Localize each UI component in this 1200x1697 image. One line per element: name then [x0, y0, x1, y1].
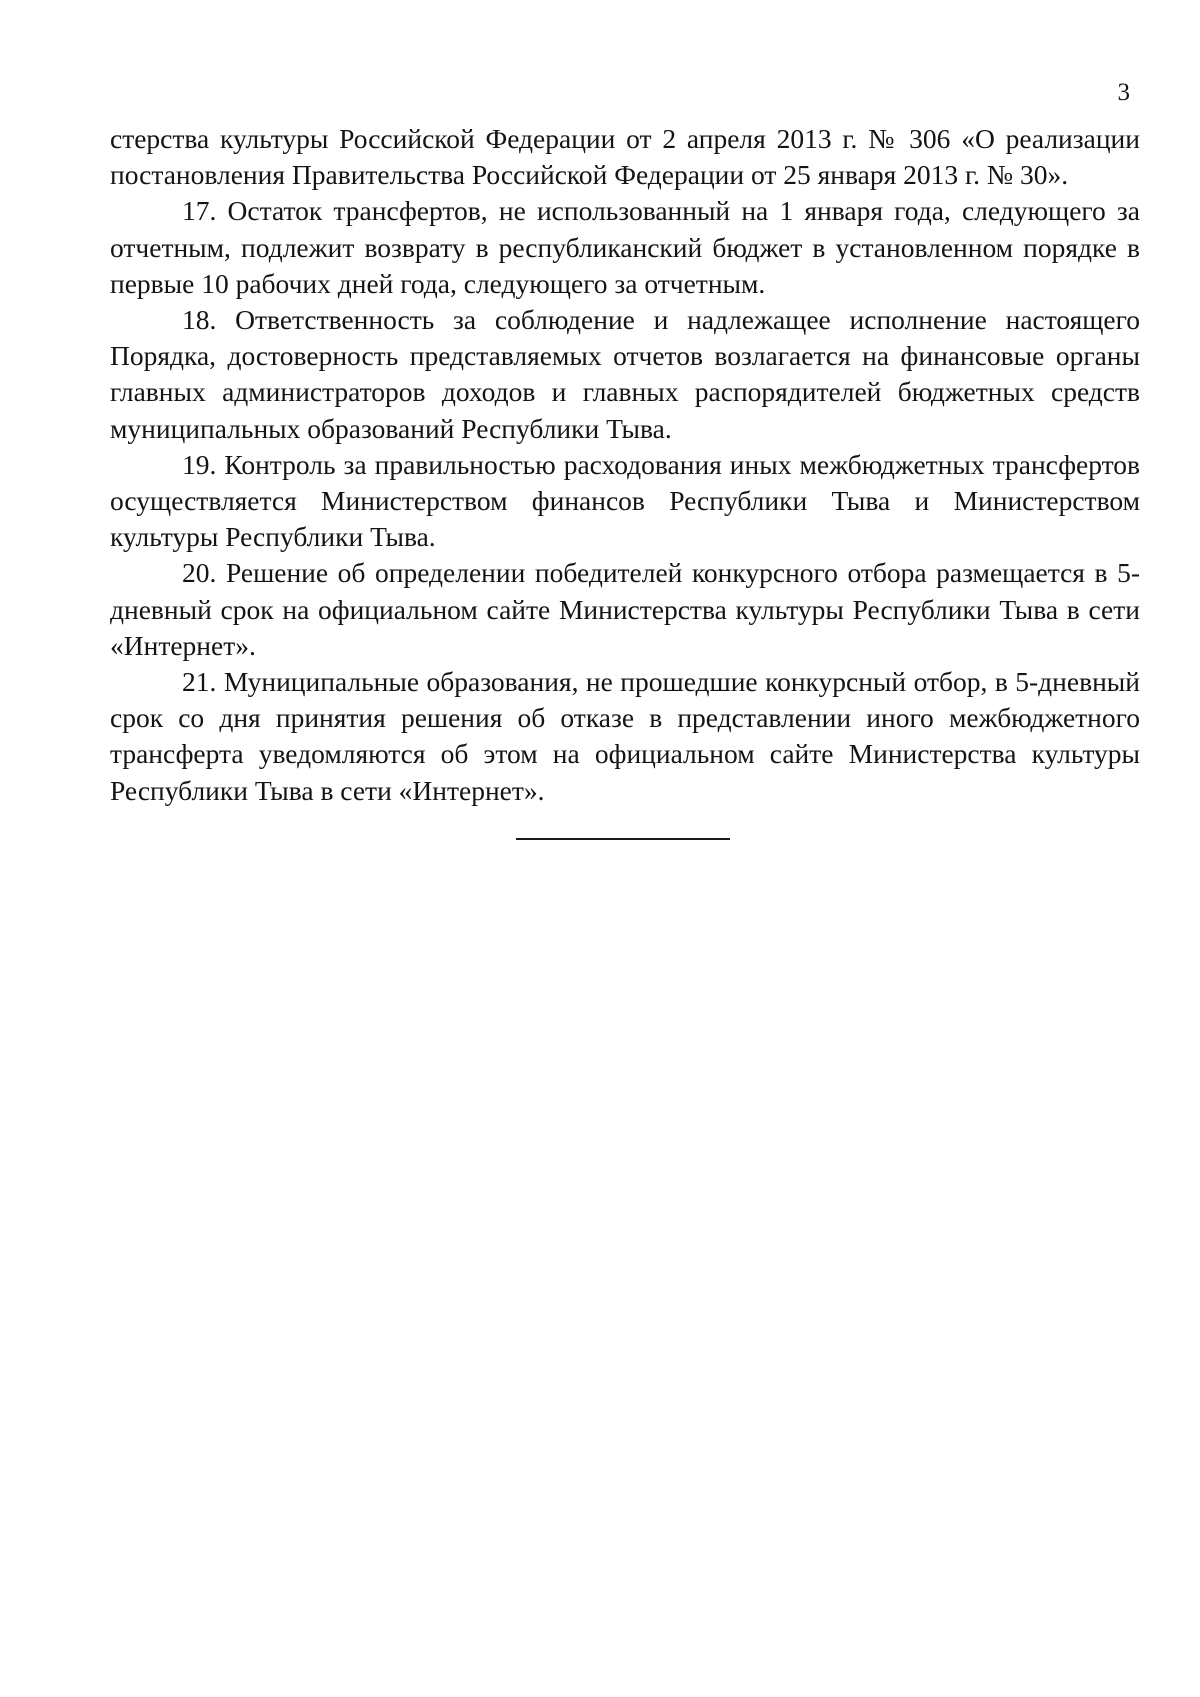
paragraph-18: 18. Ответственность за соблюдение и надлежащее исполнение настоящего Порядка, достоверность представляемых отчетов возлагается на финансовые органы главных администраторов доходов и главных распорядителей бюджетных средств муниципальных образований Республики Тыва. [110, 304, 1140, 444]
page-number: 3 [1117, 79, 1130, 106]
document-body [110, 121, 1140, 809]
paragraph-17: 17. Остаток трансфертов, не использованный на 1 января года, следующего за отчетным, подлежит возврату в республиканский бюджет в установленном порядке в первые 10 рабочих дней года, следующего за отчетным. [110, 195, 1140, 299]
paragraph-20: 20. Решение об определении победителей конкурсного отбора размещается в 5-дневный срок на официальном сайте Министерства культуры Республики Тыва в сети «Интернет». [110, 557, 1140, 661]
paragraph-continuation: стерства культуры Российской Федерации от 2 апреля 2013 г. № 306 «О реализации постановления Правительства Российской Федерации от 25 января 2013 г. № 30». [110, 123, 1140, 191]
paragraph-21: 21. Муниципальные образования, не прошедшие конкурсный отбор, в 5-дневный срок со дня принятия решения об отказе в представлении иного межбюджетного трансферта уведомляются об этом на официальном сайте Министерства культуры Республики Тыва в сети «Интернет». [110, 666, 1140, 806]
end-of-document-rule [516, 838, 730, 840]
paragraph-19: 19. Контроль за правильностью расходования иных межбюджетных трансфертов осуществляется Министерством финансов Республики Тыва и Министерством культуры Республики Тыва. [110, 448, 1140, 553]
